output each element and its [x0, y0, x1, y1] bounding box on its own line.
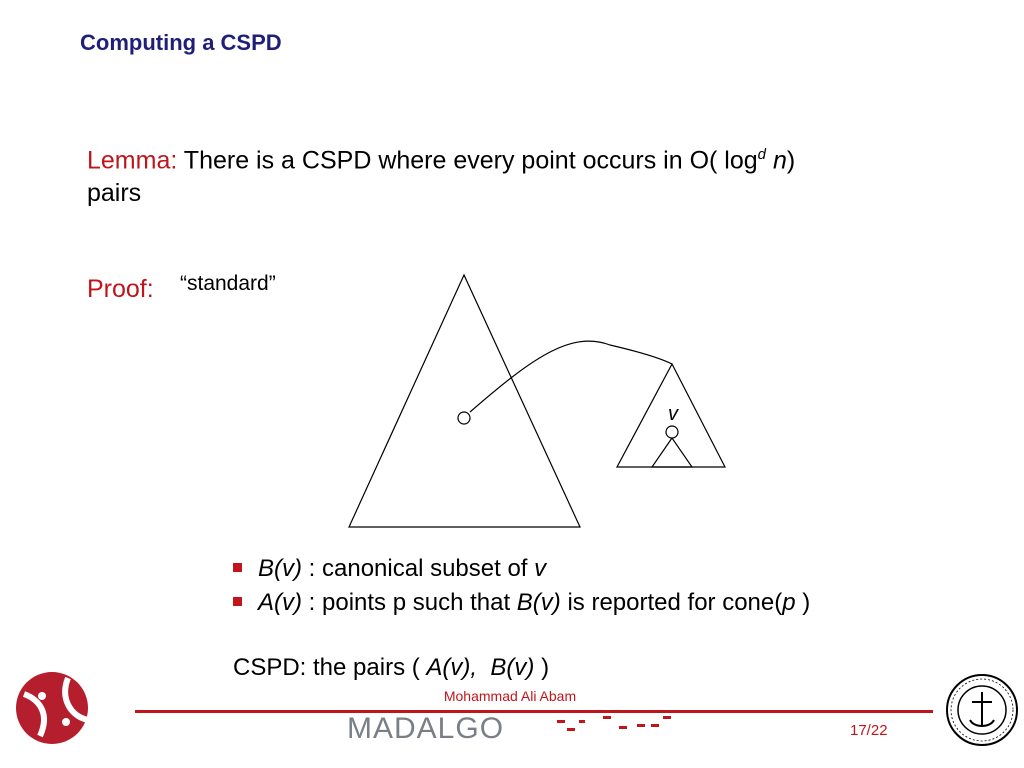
bullet-icon [233, 563, 242, 572]
bullet-text: : canonical subset of [302, 555, 535, 582]
proof-label: Proof: [87, 275, 154, 303]
lemma-close: ) [786, 146, 796, 175]
lemma-superscript: d [757, 146, 766, 163]
page-number: 17/22 [850, 722, 888, 739]
point-node [458, 412, 470, 424]
university-logo-icon [10, 670, 94, 746]
bullet-item [233, 552, 810, 586]
large-triangle [349, 275, 580, 527]
bullet-text: is reported for cone( [560, 589, 783, 616]
subtree-triangle [652, 438, 692, 467]
bullet-list [233, 552, 810, 620]
university-seal-icon [944, 672, 1020, 748]
lemma-line2: pairs [87, 179, 142, 208]
cspd-suffix: ) [534, 654, 550, 681]
bullet-italic: p [782, 589, 796, 616]
connecting-curve [470, 341, 672, 412]
bullet-term: A(v) [258, 589, 302, 616]
bullet-term: B(v) [258, 555, 302, 582]
lemma-text: There is a CSPD where every point occurs in O( log [177, 146, 758, 175]
brand-wordmark: MADALGO [347, 712, 505, 745]
cspd-b: B(v) [490, 654, 535, 681]
bullet-italic: v [534, 555, 547, 582]
lemma-variable: n [766, 146, 787, 175]
node-v-label: v [668, 403, 678, 425]
bullet-text: : points p such that [302, 589, 517, 616]
lemma-label: Lemma: [87, 146, 178, 175]
bullet-icon [233, 597, 242, 606]
bullet-text: ) [795, 589, 811, 616]
proof-note: “standard” [180, 272, 276, 295]
bullet-item [233, 586, 810, 620]
bullet-italic: B(v) [516, 589, 561, 616]
madalgo-logo [345, 712, 685, 746]
footer-author: Mohammad Ali Abam [443, 688, 577, 704]
cspd-a: A(v), [426, 654, 478, 681]
slide-title: Computing a CSPD [80, 30, 282, 55]
cspd-prefix: CSPD: the pairs ( [233, 654, 427, 681]
node-v [666, 426, 678, 438]
cspd-definition [233, 654, 549, 682]
